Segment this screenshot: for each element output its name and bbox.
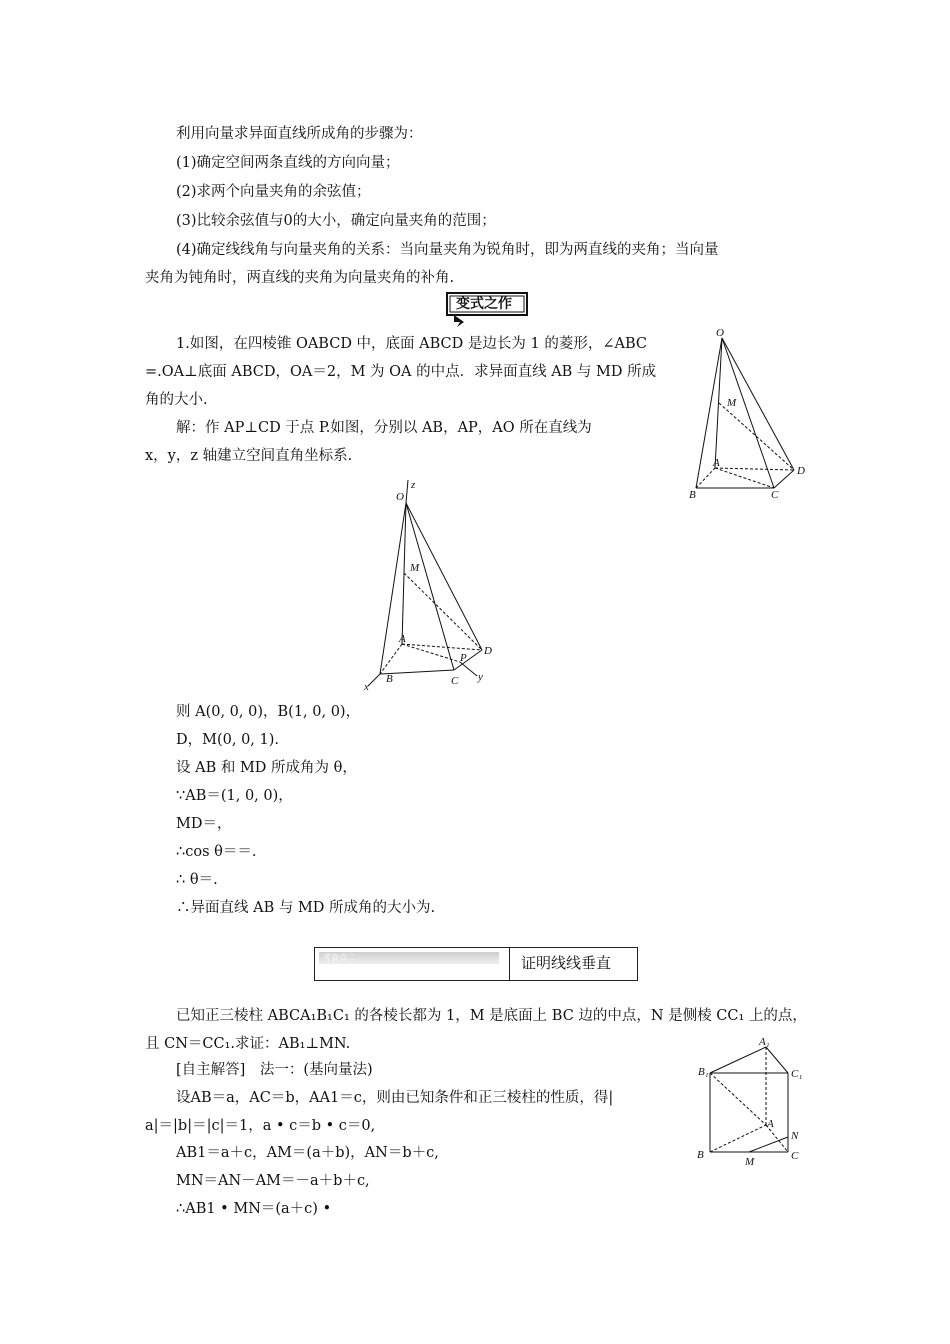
- p2-step-4: MN＝AN－AM＝－a＋b＋c,: [176, 1173, 370, 1189]
- p1-calc-1: 则 A(0, 0, 0)，B(1, 0, 0)，: [176, 704, 361, 720]
- p2-line2: 且 CN＝CC₁.求证：AB₁⊥MN.: [145, 1036, 351, 1052]
- intro-heading: 利用向量求异面直线所成角的步骤为：: [176, 126, 423, 142]
- variant-badge: [446, 292, 528, 320]
- section-divider: [509, 948, 510, 980]
- prism-figure: [690, 1035, 820, 1170]
- section-title: 证明线线垂直: [521, 954, 612, 972]
- fig3-label-A: A: [767, 1118, 774, 1130]
- p1-calc-8: ∴异面直线 AB 与 MD 所成角的大小为.: [176, 900, 436, 916]
- p1-calc-2: D，M(0, 0, 1).: [176, 732, 280, 748]
- p1-calc-6: ∴cos θ＝＝.: [176, 844, 257, 860]
- intro-step-2: (2)求两个向量夹角的余弦值；: [176, 184, 371, 200]
- fig2-label-O: O: [396, 491, 404, 503]
- fig1-label-B: B: [689, 489, 696, 501]
- fig2-label-B: B: [386, 673, 393, 685]
- fig3-label-B1: B₁: [698, 1066, 709, 1078]
- intro-step-1: (1)确定空间两条直线的方向向量；: [176, 155, 400, 171]
- p1-line3: 角的大小.: [145, 392, 208, 408]
- p1-calc-5: MD＝，: [176, 816, 232, 832]
- p1-solution-1: 解：作 AP⊥CD 于点 P.如图，分别以 AB，AP，AO 所在直线为: [176, 420, 592, 436]
- fig1-label-C: C: [771, 489, 779, 501]
- p1-line1: 1.如图，在四棱锥 OABCD 中，底面 ABCD 是边长为 1 的菱形，∠ABC: [176, 336, 647, 352]
- p1-calc-4: ∵AB＝(1, 0, 0)，: [176, 788, 293, 804]
- fig2-label-z: z: [411, 479, 416, 491]
- fig2-label-M: M: [410, 562, 420, 574]
- p2-step-3: AB1＝a＋c，AM＝(a＋b)，AN＝b＋c,: [176, 1145, 439, 1161]
- p1-calc-7: ∴ θ＝.: [176, 872, 218, 888]
- p2-line1: 已知正三棱柱 ABCA₁B₁C₁ 的各棱长都为 1，M 是底面上 BC 边的中点，N 是侧棱 CC₁ 上的点，: [176, 1008, 807, 1024]
- variant-badge-label: 变式之作: [456, 296, 512, 312]
- p1-solution-2: x，y，z 轴建立空间直角坐标系.: [145, 448, 353, 464]
- intro-step-4b: 夹角为钝角时，两直线的夹角为向量夹角的补角.: [145, 270, 455, 286]
- p1-calc-3: 设 AB 和 MD 所成角为 θ，: [176, 760, 357, 776]
- fig3-label-B: B: [697, 1149, 704, 1161]
- fig3-label-C1: C₁: [791, 1068, 803, 1080]
- pyramid-figure-small: [686, 328, 816, 503]
- section-tag-bar: [319, 952, 499, 964]
- fig3-label-N: N: [791, 1130, 799, 1142]
- fig1-label-D: D: [797, 465, 805, 477]
- section-tag: 考查点二: [323, 953, 355, 962]
- p2-step-5: ∴AB1 • MN＝(a＋c) •: [176, 1201, 332, 1217]
- fig1-label-O: O: [716, 327, 724, 339]
- fig2-label-x: x: [364, 681, 369, 693]
- pyramid-figure-axes: [362, 478, 512, 693]
- fig1-label-M: M: [727, 397, 737, 409]
- fig3-label-M: M: [745, 1156, 755, 1168]
- fig3-label-C: C: [791, 1150, 799, 1162]
- fig3-label-A1: A₁: [759, 1036, 770, 1048]
- fig2-label-P: P: [460, 652, 467, 664]
- fig2-label-A: A: [399, 633, 406, 645]
- fig2-label-C: C: [451, 675, 459, 687]
- fig2-label-D: D: [484, 645, 492, 657]
- p2-step-1: 设AB＝a，AC＝b，AA1＝c，则由已知条件和正三棱柱的性质，得|: [176, 1090, 614, 1106]
- fig1-label-A: A: [713, 457, 720, 469]
- p1-line2: =.OA⊥底面 ABCD，OA＝2，M 为 OA 的中点．求异面直线 AB 与 MD 所成: [145, 364, 657, 380]
- fig2-label-y: y: [478, 671, 483, 683]
- p2-solution-heading: [自主解答] 法一：(基向量法): [176, 1062, 373, 1078]
- p2-step-2: a|＝|b|＝|c|＝1，a • c＝b • c＝0,: [145, 1118, 376, 1134]
- section-header: [314, 947, 638, 981]
- intro-step-3: (3)比较余弦值与0的大小，确定向量夹角的范围；: [176, 213, 496, 229]
- intro-step-4a: (4)确定线线角与向量夹角的关系：当向量夹角为锐角时，即为两直线的夹角；当向量: [176, 242, 719, 258]
